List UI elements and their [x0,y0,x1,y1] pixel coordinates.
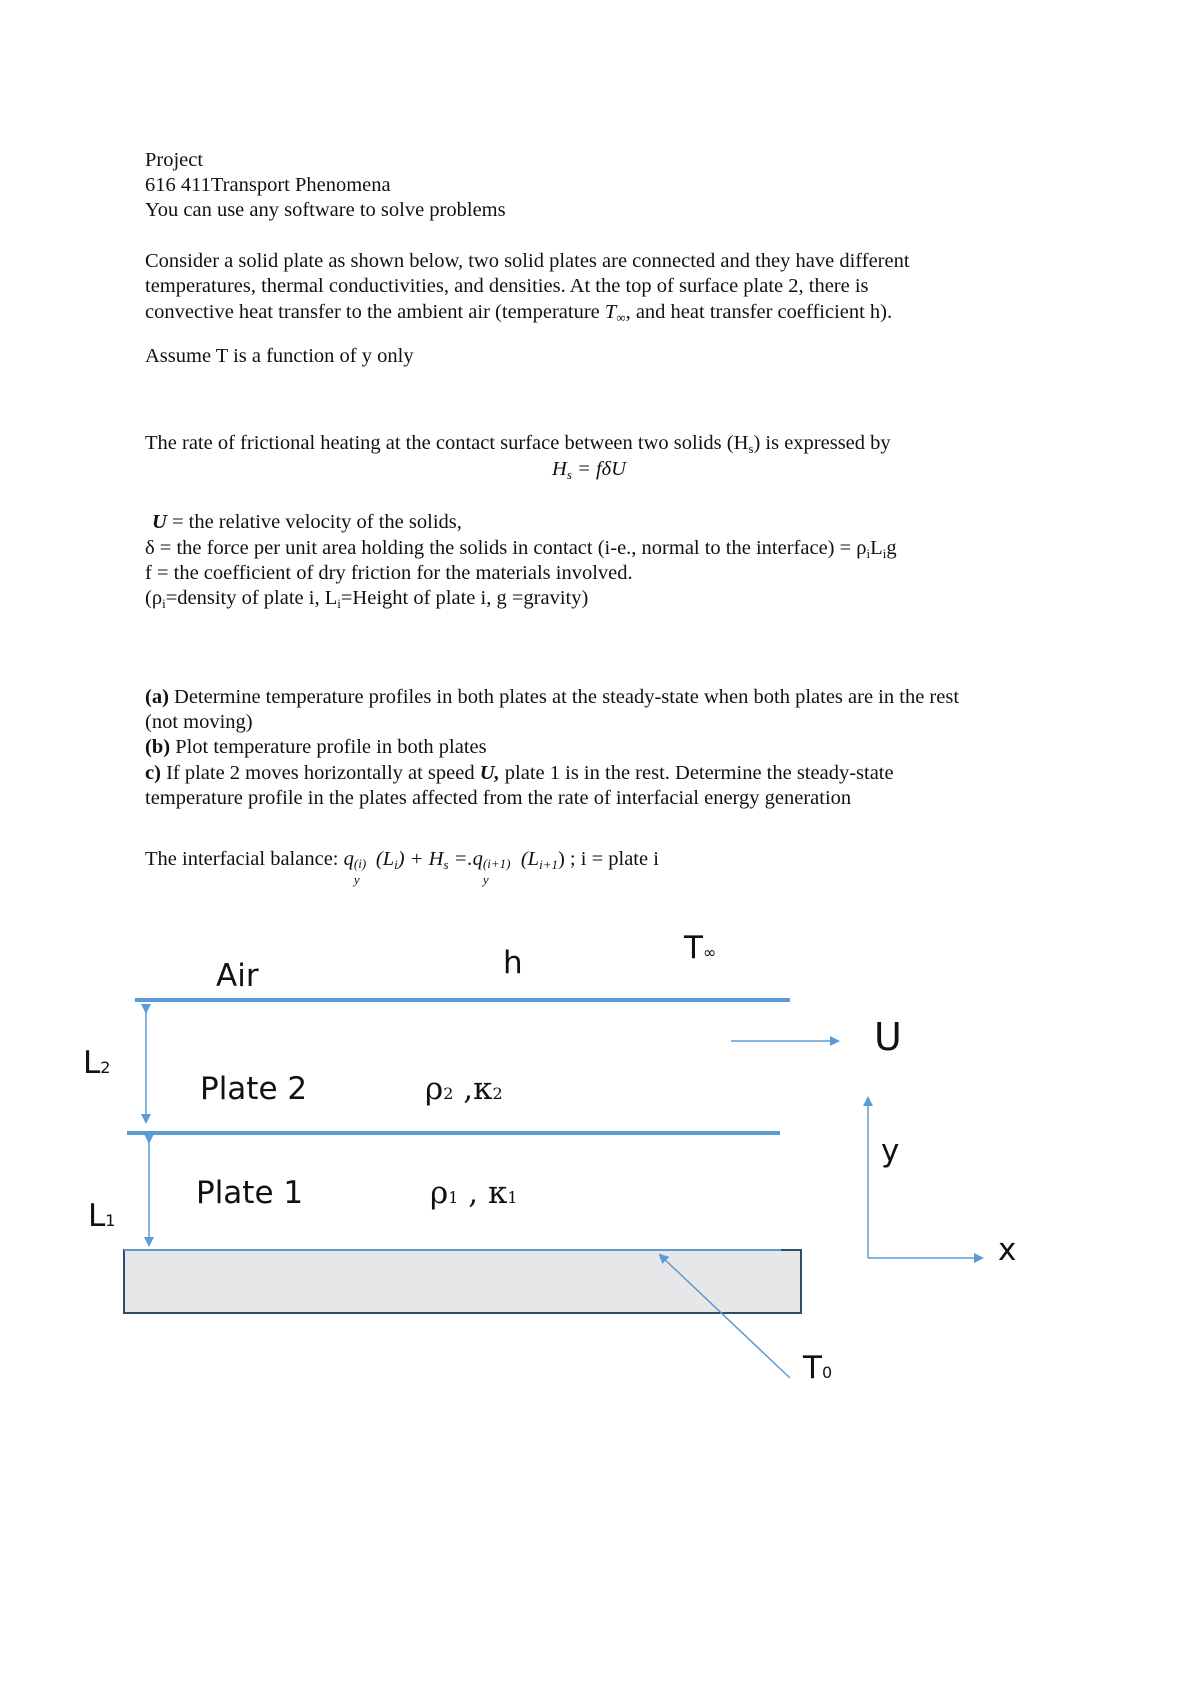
t0-label: T0 [803,1350,833,1386]
friction-equation: $H_s = f\delta U$ [552,458,626,482]
plate1-properties: ρ1 , κ1 [430,1175,518,1211]
question-c-cont: temperature profile in the plates affected from the rate of interfacial energy generation [145,787,852,809]
x-axis-label: x [998,1232,1017,1268]
header-line-project: Project [145,149,204,171]
question-b: (b) Plot temperature profile in both plates [145,736,487,758]
plate2-properties: ρ2 ,κ2 [425,1071,503,1107]
velocity-label: U [874,1015,902,1059]
intro-line-3: convective heat transfer to the ambient air (temperature $T_\infty$, and heat transfer coefficient h). [145,301,893,325]
t-infinity-label: T∞ [684,930,717,966]
question-a: (a) Determine temperature profiles in both plates at the steady-state when both plates are in the rest [145,686,960,708]
def-rho: ($\rho_i=density$ of plate i, $L_i=Height$ of plate i, g =gravity) [145,587,589,611]
l1-label: L1 [88,1198,116,1234]
question-a-cont: (not moving) [145,711,253,733]
intro-line-1: Consider a solid plate as shown below, two solid plates are connected and they have different [145,250,910,272]
interfacial-balance: The interfacial balance: q (i) y $(L_i) + H_s =.q$ (i+1) y $(L_{i+1})$ ; i = plate i [145,848,659,887]
assume-line: Assume T is a function of y only [145,345,414,367]
base-block [124,1250,801,1313]
def-u: U = the relative velocity of the solids, [152,511,462,533]
header-line-software: You can use any software to solve problems [145,199,506,221]
intro-line-2: temperatures, thermal conductivities, and densities. At the top of surface plate 2, there is [145,275,869,297]
h-label: h [503,945,523,981]
air-label: Air [216,958,259,994]
def-f: f = the coefficient of dry friction for the materials involved. [145,562,633,584]
l2-label: L2 [83,1045,111,1081]
header-line-course: 616 411Transport Phenomena [145,174,391,196]
def-delta: δ = the force per unit area holding the solids in contact (i-e., normal to the interface) = $\rho_iL_ig$ [145,537,897,561]
plate1-label: Plate 1 [196,1175,304,1211]
friction-line: The rate of frictional heating at the contact surface between two solids $(H_s)$ is expressed by [145,432,891,456]
plate2-label: Plate 2 [200,1071,308,1107]
y-axis-label: y [881,1133,900,1169]
question-c: c) If plate 2 moves horizontally at speed U, plate 1 is in the rest. Determine the steady-state [145,762,894,784]
